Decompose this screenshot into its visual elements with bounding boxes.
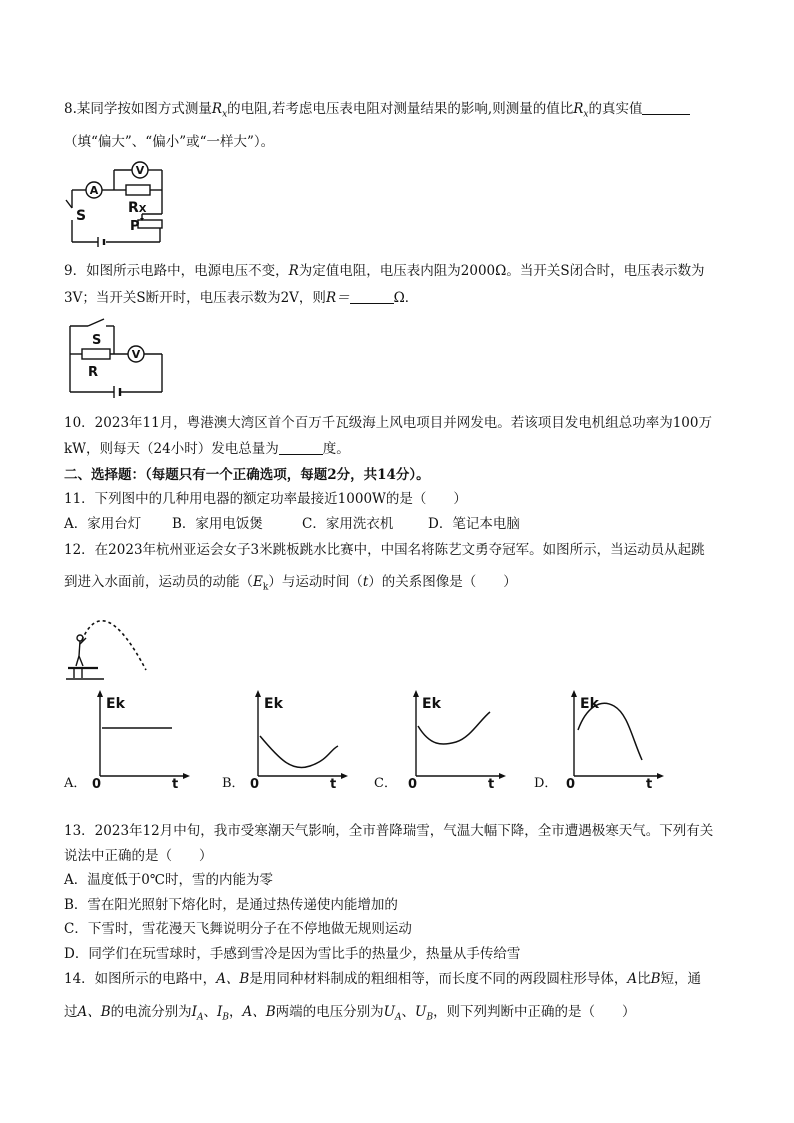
q11-options [64, 515, 520, 533]
switch-label: S [76, 208, 87, 224]
q13-option-b[interactable]: B．雪在阳光照射下熔化时，是通过热传递使内能增加的 [64, 897, 398, 913]
resistor-label: R [88, 365, 99, 380]
y-axis-label: Ek [264, 696, 283, 712]
q11-option-c[interactable]: C．家用洗衣机 [302, 516, 394, 532]
svg-text:RX: RX [128, 200, 147, 216]
answer-blank[interactable] [642, 100, 690, 115]
q12-option-d[interactable]: D． [534, 776, 558, 791]
x-axis-label: t [646, 777, 653, 790]
section-heading: 二、选择题：（每题只有一个正确选项，每题2分，共14分）。 [64, 467, 430, 483]
q12-option-b[interactable]: B． [222, 776, 245, 791]
q14-line1: 14．如图所示的电路中，A、B是用同种材料制成的粗细相等，而长度不同的两段圆柱形导体，A比B短，通 [64, 971, 702, 987]
answer-blank[interactable] [350, 289, 394, 304]
y-axis-label: Ek [580, 696, 599, 712]
q13-stem1: 13．2023年12月中旬，我市受寒潮天气影响，全市普降瑞雪，气温大幅下降，全市遭遇极寒天气。下列有关 [64, 823, 714, 839]
q9-line1: 9．如图所示电路中，电源电压不变，R为定值电阻，电压表内阻为2000Ω。当开关S闭合时，电压表示数为 [64, 263, 705, 279]
q8-line2: （填“偏大”、“偏小”或“一样大”）。 [64, 134, 275, 150]
q13-stem2: 说法中正确的是（ ） [64, 848, 213, 864]
voltmeter-label: V [131, 348, 141, 361]
q12-line1: 12．在2023年杭州亚运会女子3米跳板跳水比赛中，中国名将陈艺文勇夺冠军。如图所示，当运动员从起跳 [64, 542, 705, 558]
y-axis-label: Ek [422, 696, 441, 712]
origin-label: 0 [408, 777, 418, 790]
x-axis-label: t [330, 777, 337, 790]
q9-line2: 3V；当开关S断开时，电压表示数为2V，则R＝ Ω． [64, 290, 419, 306]
q11-option-d[interactable]: D．笔记本电脑 [428, 516, 520, 532]
q12-option-c[interactable]: C． [374, 776, 397, 791]
q13-option-a[interactable]: A．温度低于0℃时，雪的内能为零 [64, 872, 273, 888]
q11-option-b[interactable]: B．家用电饭煲 [172, 516, 263, 532]
slider-label: P [130, 219, 140, 234]
q11-option-a[interactable]: A．家用台灯 [64, 516, 142, 532]
ammeter-label: A [89, 184, 99, 197]
x-axis-label: t [172, 777, 179, 790]
q12-option-a[interactable]: A． [64, 776, 87, 791]
y-axis-label: Ek [106, 696, 125, 712]
q11-stem: 11．下列图中的几种用电器的额定功率最接近1000W的是（ ） [64, 491, 467, 507]
q13-option-d[interactable]: D．同学们在玩雪球时，手感到雪冷是因为雪比手的热量少，热量从手传给雪 [64, 946, 521, 962]
q8-circuit-diagram [62, 158, 174, 250]
origin-label: 0 [566, 777, 576, 790]
voltmeter-label: V [135, 164, 145, 177]
ek-t-graph-a [92, 690, 192, 790]
q12-line2: 到进入水面前，运动员的动能$(E_k)$与运动时间（t）的关系图像是（ ） [64, 574, 517, 593]
ek-t-graph-b [250, 690, 350, 790]
answer-blank[interactable] [279, 440, 323, 455]
q14-line2: 过A、B的电流分别为$I_A$、$I_B$，A、B两端的电压分别为$U_A$、$U_B$，则下列判断中正确的是（ ） [64, 1004, 636, 1023]
resistor-label: R [128, 200, 139, 216]
ek-t-graph-d [566, 690, 666, 790]
q10-line2: kW，则每天（24小时）发电总量为 度。 [64, 441, 350, 457]
q8-line1: 8.某同学按如图方式测量$R_x$的电阻,若考虑电压表电阻对测量结果的影响,则测量的值比$R_x$的真实值 [64, 100, 690, 124]
ek-t-graph-c [408, 690, 508, 790]
origin-label: 0 [250, 777, 260, 790]
switch-label: S [92, 333, 102, 348]
diver-trajectory-image [64, 600, 164, 682]
origin-label: 0 [92, 777, 102, 790]
x-axis-label: t [488, 777, 495, 790]
q10-line1: 10．2023年11月，粤港澳大湾区首个百万千瓦级海上风电项目并网发电。若该项目发电机组总功率为100万 [64, 415, 712, 431]
q9-circuit-diagram [62, 318, 174, 400]
q13-option-c[interactable]: C．下雪时，雪花漫天飞舞说明分子在不停地做无规则运动 [64, 921, 412, 937]
